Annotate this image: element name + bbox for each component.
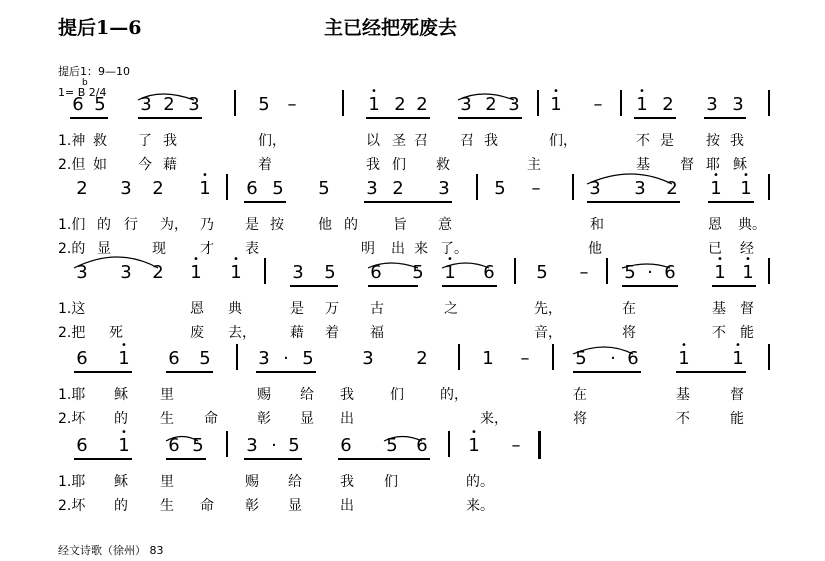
lyric-syllable: 的 (344, 217, 358, 233)
lyric-syllable: 显 (300, 411, 314, 427)
lyric-syllable: 救 (93, 133, 107, 149)
lyric-syllable: 我 (730, 133, 744, 149)
note: 3 (292, 262, 304, 283)
lyric-syllable: 废 (190, 325, 204, 341)
note: 6 (340, 435, 352, 456)
lyric-syllable: 按 (706, 133, 720, 149)
note: 1 • (466, 437, 482, 455)
lyric-syllable: 行 (124, 217, 138, 233)
lyric-syllable: 召 (460, 133, 474, 149)
note: 1 • (197, 180, 213, 198)
lyric-syllable: 典 (228, 301, 242, 317)
note: · (647, 262, 653, 283)
lyric-syllable: 我 (484, 133, 498, 149)
lyric-syllable: 音， (534, 325, 562, 341)
lyric-syllable: 生 (160, 411, 174, 427)
lyric-syllable: 赐 (245, 474, 259, 490)
lyric-syllable: 和 (590, 217, 604, 233)
lyric-syllable: 督 (730, 387, 744, 403)
lyric-syllable: 1.神 (58, 133, 86, 149)
note: 3 (438, 178, 450, 199)
lyric-syllable: 恩 (190, 301, 204, 317)
note: 1 • (366, 96, 382, 114)
note: 5 (288, 435, 300, 456)
octave-dot: • (713, 170, 719, 181)
note: 5 (258, 94, 270, 115)
lyric-syllable: 他 (588, 241, 602, 257)
note: 5 (412, 262, 424, 283)
note: 5 (386, 435, 398, 456)
lyric-syllable: 是 (660, 133, 674, 149)
note: 6 (246, 178, 258, 199)
lyric-syllable: 明 (361, 241, 375, 257)
note: 3 (258, 348, 270, 369)
note: 1 • (712, 264, 728, 282)
lyric-syllable: 不 (636, 133, 650, 149)
lyric-syllable: 命 (200, 498, 214, 514)
note: 3 (140, 94, 152, 115)
note: 6 (483, 262, 495, 283)
note: 6 (168, 348, 180, 369)
note: 3 (508, 94, 520, 115)
lyric-syllable: 是 (245, 217, 259, 233)
lyric-syllable: 命 (204, 411, 218, 427)
note: 6 (76, 348, 88, 369)
lyric-syllable: 彰 (245, 498, 259, 514)
octave-dot: • (735, 340, 741, 351)
lyric-syllable: 今 (138, 157, 152, 173)
note: 1 • (708, 180, 724, 198)
lyric-syllable: 在 (622, 301, 636, 317)
note: 3 (460, 94, 472, 115)
note: 1 • (738, 180, 754, 198)
lyric-syllable: 我 (366, 157, 380, 173)
lyric-syllable: 将 (622, 325, 636, 341)
lyric-syllable: 督 (680, 157, 694, 173)
lyric-syllable: 救 (436, 157, 450, 173)
octave-dot: • (193, 254, 199, 265)
lyric-syllable: 我 (340, 474, 354, 490)
lyric-syllable: 基 (676, 387, 690, 403)
octave-dot: • (681, 340, 687, 351)
note: 2 (152, 178, 164, 199)
lyric-syllable: 的 (114, 498, 128, 514)
lyric-syllable: 1.耶 (58, 387, 86, 403)
lyric-syllable: 2.把 (58, 325, 86, 341)
note: – (531, 178, 541, 199)
note: 1 • (116, 350, 132, 368)
note: · (271, 435, 277, 456)
lyric-syllable: 表 (245, 241, 259, 257)
lyric-syllable: 意 (438, 217, 452, 233)
note: 1 • (730, 350, 746, 368)
lyric-syllable: 2.坏 (58, 411, 86, 427)
octave-dot: • (745, 254, 751, 265)
lyric-syllable: 先， (534, 301, 562, 317)
lyric-syllable: 稣 (733, 157, 747, 173)
octave-dot: • (202, 170, 208, 181)
note: – (511, 435, 521, 456)
lyric-syllable: 生 (160, 498, 174, 514)
note: 5 (302, 348, 314, 369)
note: 2 (76, 178, 88, 199)
lyric-syllable: 才 (200, 241, 214, 257)
lyric-syllable: 在 (573, 387, 587, 403)
lyric-syllable: 来。 (466, 498, 494, 514)
lyric-syllable: 2.但 (58, 157, 86, 173)
lyric-syllable: 们， (258, 133, 286, 149)
octave-dot: • (743, 170, 749, 181)
lyric-syllable: 不 (676, 411, 690, 427)
note: 1 • (188, 264, 204, 282)
lyric-syllable: 1.这 (58, 301, 86, 317)
note: · (283, 348, 289, 369)
lyric-syllable: 出 (391, 241, 405, 257)
note: 1 • (740, 264, 756, 282)
lyric-syllable: 出 (340, 411, 354, 427)
note: 3 (732, 94, 744, 115)
note: 5 (199, 348, 211, 369)
key-signature: 1= B 2/4 (58, 86, 107, 99)
lyric-syllable: 的。 (466, 474, 494, 490)
lyric-syllable: 旨 (393, 217, 407, 233)
lyric-syllable: 1.们 (58, 217, 86, 233)
lyric-syllable: 的， (440, 387, 468, 403)
lyric-syllable: 稣 (114, 387, 128, 403)
octave-dot: • (233, 254, 239, 265)
lyric-syllable: 了。 (440, 241, 468, 257)
lyric-syllable: 来， (480, 411, 508, 427)
note: 6 (168, 435, 180, 456)
note: 5 (324, 262, 336, 283)
octave-dot: • (121, 340, 127, 351)
note: 5 (575, 348, 587, 369)
lyric-syllable: 里 (160, 474, 174, 490)
scripture-reference: 提后1：9—10 (58, 65, 130, 78)
lyric-syllable: 给 (300, 387, 314, 403)
lyric-syllable: 之 (444, 301, 458, 317)
note: 2 (394, 94, 406, 115)
note: 2 (662, 94, 674, 115)
lyric-syllable: 为， (160, 217, 188, 233)
lyric-syllable: 1.耶 (58, 474, 86, 490)
lyric-syllable: 们 (384, 474, 398, 490)
note: 3 (76, 262, 88, 283)
note: 3 (120, 178, 132, 199)
note: – (520, 348, 530, 369)
lyric-syllable: 圣 (392, 133, 406, 149)
lyric-syllable: 恩 (708, 217, 722, 233)
lyric-syllable: 他 (318, 217, 332, 233)
lyric-syllable: 经 (740, 241, 754, 257)
note: – (287, 94, 297, 115)
note: 3 (188, 94, 200, 115)
note: 1 • (676, 350, 692, 368)
lyric-syllable: 着 (258, 157, 272, 173)
note: 3 (634, 178, 646, 199)
note: – (579, 262, 589, 283)
note: 6 (416, 435, 428, 456)
lyric-syllable: 以 (366, 133, 380, 149)
hymn-title: 主已经把死废去 (324, 17, 458, 39)
note: 2 (485, 94, 497, 115)
lyric-syllable: 现 (152, 241, 166, 257)
octave-dot: • (553, 86, 559, 97)
lyric-syllable: 死 (109, 325, 123, 341)
note: 5 (94, 94, 106, 115)
note: 1 (482, 348, 494, 369)
note: 6 (370, 262, 382, 283)
note: 3 (366, 178, 378, 199)
lyric-syllable: 主 (527, 157, 541, 173)
note: 2 (416, 94, 428, 115)
note: 6 (664, 262, 676, 283)
octave-dot: • (639, 86, 645, 97)
note: 2 (152, 262, 164, 283)
note: 5 (318, 178, 330, 199)
note: 5 (536, 262, 548, 283)
lyric-syllable: 了 (138, 133, 152, 149)
lyric-syllable: 我 (163, 133, 177, 149)
note: 1 • (228, 264, 244, 282)
lyric-syllable: 能 (740, 325, 754, 341)
note: 3 (246, 435, 258, 456)
lyric-syllable: 藉 (163, 157, 177, 173)
lyric-syllable: 如 (93, 157, 107, 173)
lyric-syllable: 的 (114, 411, 128, 427)
lyric-syllable: 藉 (290, 325, 304, 341)
lyric-syllable: 耶 (706, 157, 720, 173)
lyric-syllable: 古 (370, 301, 384, 317)
lyric-syllable: 赐 (257, 387, 271, 403)
lyric-syllable: 彰 (257, 411, 271, 427)
lyric-syllable: 显 (97, 241, 111, 257)
source-footer: 经文诗歌（徐州） 83 (58, 544, 164, 557)
lyric-syllable: 的 (97, 217, 111, 233)
lyric-syllable: 们 (390, 387, 404, 403)
note: 3 (362, 348, 374, 369)
hymn-code: 提后1—6 (58, 17, 142, 39)
octave-dot: • (121, 427, 127, 438)
octave-dot: • (471, 427, 477, 438)
note: 3 (120, 262, 132, 283)
note: 6 (76, 435, 88, 456)
lyric-syllable: 不 (712, 325, 726, 341)
lyric-syllable: 已 (708, 241, 722, 257)
lyric-syllable: 按 (270, 217, 284, 233)
lyric-syllable: 督 (740, 301, 754, 317)
note: 2 (163, 94, 175, 115)
lyric-syllable: 基 (712, 301, 726, 317)
lyric-syllable: 们， (549, 133, 577, 149)
lyric-syllable: 里 (160, 387, 174, 403)
note: – (593, 94, 603, 115)
note: 2 (416, 348, 428, 369)
lyric-syllable: 福 (370, 325, 384, 341)
lyric-syllable: 给 (288, 474, 302, 490)
note: 3 (589, 178, 601, 199)
note: 5 (494, 178, 506, 199)
note: 2 (392, 178, 404, 199)
note: 5 (192, 435, 204, 456)
note: 1 • (548, 96, 564, 114)
lyric-syllable: 着 (325, 325, 339, 341)
flat-sign: b (82, 78, 88, 88)
lyric-syllable: 召 (414, 133, 428, 149)
lyric-syllable: 2.坏 (58, 498, 86, 514)
octave-dot: • (447, 254, 453, 265)
note: 5 (624, 262, 636, 283)
lyric-syllable: 去， (228, 325, 256, 341)
lyric-syllable: 将 (573, 411, 587, 427)
lyric-syllable: 来 (414, 241, 428, 257)
note: 6 (72, 94, 84, 115)
note: 3 (706, 94, 718, 115)
note: 1 • (442, 264, 458, 282)
lyric-syllable: 显 (288, 498, 302, 514)
lyric-syllable: 是 (290, 301, 304, 317)
note: 5 (272, 178, 284, 199)
note: 1 • (116, 437, 132, 455)
lyric-syllable: 能 (730, 411, 744, 427)
note: 1 • (634, 96, 650, 114)
lyric-syllable: 们 (392, 157, 406, 173)
lyric-syllable: 基 (636, 157, 650, 173)
lyric-syllable: 我 (340, 387, 354, 403)
lyric-syllable: 出 (340, 498, 354, 514)
octave-dot: • (717, 254, 723, 265)
note: · (610, 348, 616, 369)
lyric-syllable: 典。 (738, 217, 766, 233)
octave-dot: • (371, 86, 377, 97)
lyric-syllable: 2.的 (58, 241, 86, 257)
lyric-syllable: 稣 (114, 474, 128, 490)
note: 6 (627, 348, 639, 369)
note: 2 (666, 178, 678, 199)
lyric-syllable: 万 (325, 301, 339, 317)
lyric-syllable: 乃 (200, 217, 214, 233)
